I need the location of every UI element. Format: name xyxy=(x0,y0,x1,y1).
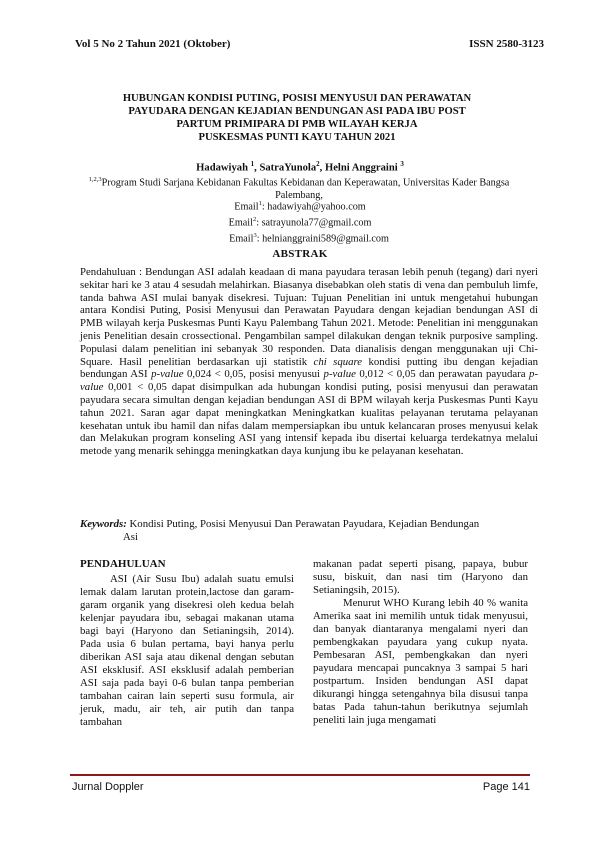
keywords xyxy=(80,518,538,544)
footer-journal: Jurnal Doppler xyxy=(72,781,144,793)
affiliation-line: Program Studi Sarjana Kebidanan Fakultas Kebidanan dan Keperawatan, Universitas Kader Bangsa xyxy=(101,177,510,189)
abstract-text: Pendahuluan : Bendungan ASI adalah keadaan di mana payudara terasan lebih penuh (tegang) dari nyeri sekitar hari ke 3 atau 4 sesudah melahirkan. Biasanya disebabkan oleh statis di vena dan pembuluh limfe, tanda bahwa ASI mulai banyak disekresi. Tujuan: Tujuan Penelitian ini untuk mengetahui hubungan antara Kondisi Puting, Posisi Menyusui dan Perawatan Payudara dengan kejadian bendungan ASI di PMB wilayah kerja Puskesmas Punti Kayu Palembang Tahun 2021. Metode: Penelitian ini menggunakan jenis Penelitian desain crossectional. Pengambilan sampel dilakukan dengan teknik purposive sampling. Populasi dalam penelitian ini sebanyak 30 responden. Data dianalisis dengan menggunakan uji Chi-Square. Hasil penelitian berdasarkan uji statistik xyxy=(80,266,538,368)
title-line: PARTUM PRIMIPARA DI PMB WILAYAH KERJA xyxy=(176,119,418,130)
abstract-text: 0,001 < 0,05 dapat disimpulkan ada hubungan kondisi puting, posisi menyusui dan perawatan payudara secara simultan dengan kejadian bendungan ASI di BPM wilayah kerja Puskesmas Punti Kayu tahun 2021. Saran agar dapat meningkatkan Meningkatkan kualitas pelayanan terutama pelayanan kesehatan untuk ibu hamil dan nifas dalam mempersiapkan ibu untuk kelancaran proses menyusui kelak dan Melakukan program konseling ASI yang intensif kepada ibu disertai keluarga terdekatnya melalui metode yang menarik sehingga meningkatkan daya kunjung ibu ke pelayanan kesehatan. xyxy=(80,381,539,458)
title-line: HUBUNGAN KONDISI PUTING, POSISI MENYUSUI DAN PERAWATAN xyxy=(122,93,472,104)
journal-volume: Vol 5 No 2 Tahun 2021 (Oktober) xyxy=(75,38,231,50)
email-prefix: Email xyxy=(228,217,253,229)
email-prefix: Email xyxy=(229,233,254,245)
keywords-text-cont: Asi xyxy=(123,531,138,543)
author-list: Hadawiyah $^1$, SatraYunola$^2$, Helni Anggraini $^3$ xyxy=(196,160,404,174)
abstract-body xyxy=(80,266,538,458)
author-sup: 2 xyxy=(316,160,320,168)
email-sup: 1 xyxy=(258,200,262,207)
footer-page-number: Page 141 xyxy=(482,781,530,793)
email-list xyxy=(80,198,520,247)
author-name: SatraYunola xyxy=(259,162,317,174)
email-value: : satrayunola77@gmail.com xyxy=(256,217,372,229)
email-prefix: Email xyxy=(234,201,259,213)
abstract-italic: p-value xyxy=(323,368,356,381)
affiliation-line: Palembang, xyxy=(275,189,323,201)
paper-title xyxy=(78,92,516,144)
author-sup: 3 xyxy=(400,160,404,168)
footer-rule xyxy=(70,774,530,776)
column-right xyxy=(313,558,528,727)
keywords-label: Keywords: xyxy=(80,518,127,530)
column-left xyxy=(80,558,294,729)
email-line xyxy=(80,214,520,230)
abstract-text: kondisi putting ibu dengan kejadian bendungan ASI xyxy=(80,355,538,381)
affiliation-sup: 1,2,3 xyxy=(88,176,102,183)
author-name: Helni Anggraini xyxy=(324,162,398,174)
abstract-italic: p-value xyxy=(151,368,184,381)
title-line: PUSKESMAS PUNTI KAYU TAHUN 2021 xyxy=(198,132,396,143)
author-sup: 1 xyxy=(250,160,255,168)
author-name: Hadawiyah xyxy=(196,162,248,174)
abstract-heading: ABSTRAK xyxy=(272,248,328,260)
email-value: : hadawiyah@yahoo.com xyxy=(261,201,366,213)
paragraph: Menurut WHO Kurang lebih 40 % wanita Amerika saat ini memilih untuk tidak menyusui, dan banyak diantaranya mengalami nyeri dan pembengkakan payudara yang cukup nyata. Pembesaran ASI, pembengkakan dan nyeri payudara mencapai puncaknya 3 sampai 5 hari postpartum. Insiden bendungan ASI dapat dikurangi hingga setengahnya bila disusui tanpa batas Pada tahun-tahun berikutnya sejumlah peneliti lain juga mengamati xyxy=(313,597,528,726)
abstract-text: 0,012 < 0,05 dan perawatan payudara xyxy=(359,368,526,381)
title-line: PAYUDARA DENGAN KEJADIAN BENDUNGAN ASI PADA IBU POST xyxy=(128,106,466,117)
abstract-text: 0,024 < 0,05, posisi menyusui xyxy=(187,368,321,381)
paragraph: ASI (Air Susu Ibu) adalah suatu emulsi lemak dalam larutan protein,lactose dan garam-garam organik yang disekresi oleh kedua belah kelenjar payudara ibu, sebagai makanan utama bagi bayi (Haryono dan Setianingsih, 2014). Pada usia 6 bulan pertama, bayi hanya perlu diberikan ASI saja atau dikenal dengan sebutan ASI eksklusif. ASI eksklusif adalah pemberian ASI saja pada bayi 0-6 bulan tanpa pemberian tambahan cairan lain seperti susu formula, air jeruk, madu, air teh, air putih dan tanpa tambahan xyxy=(80,573,294,728)
email-sup: 2 xyxy=(252,216,257,224)
journal-issn: ISSN 2580-3123 xyxy=(469,38,544,50)
abstract-italic: p-value xyxy=(80,368,539,394)
email-value: : helnianggraini589@gmail.com xyxy=(256,233,389,245)
paragraph: makanan padat seperti pisang, papaya, bubur susu, biskuit, dan nasi tim (Haryono dan Setianingsih, 2015). xyxy=(313,558,528,596)
email-sup: 3 xyxy=(253,232,257,240)
keywords-text: Kondisi Puting, Posisi Menyusui Dan Perawatan Payudara, Kejadian Bendungan xyxy=(129,518,480,530)
section-heading: PENDAHULUAN xyxy=(80,558,166,570)
email-line xyxy=(80,198,520,214)
abstract-italic: chi square xyxy=(313,355,363,368)
email-line xyxy=(80,230,520,246)
